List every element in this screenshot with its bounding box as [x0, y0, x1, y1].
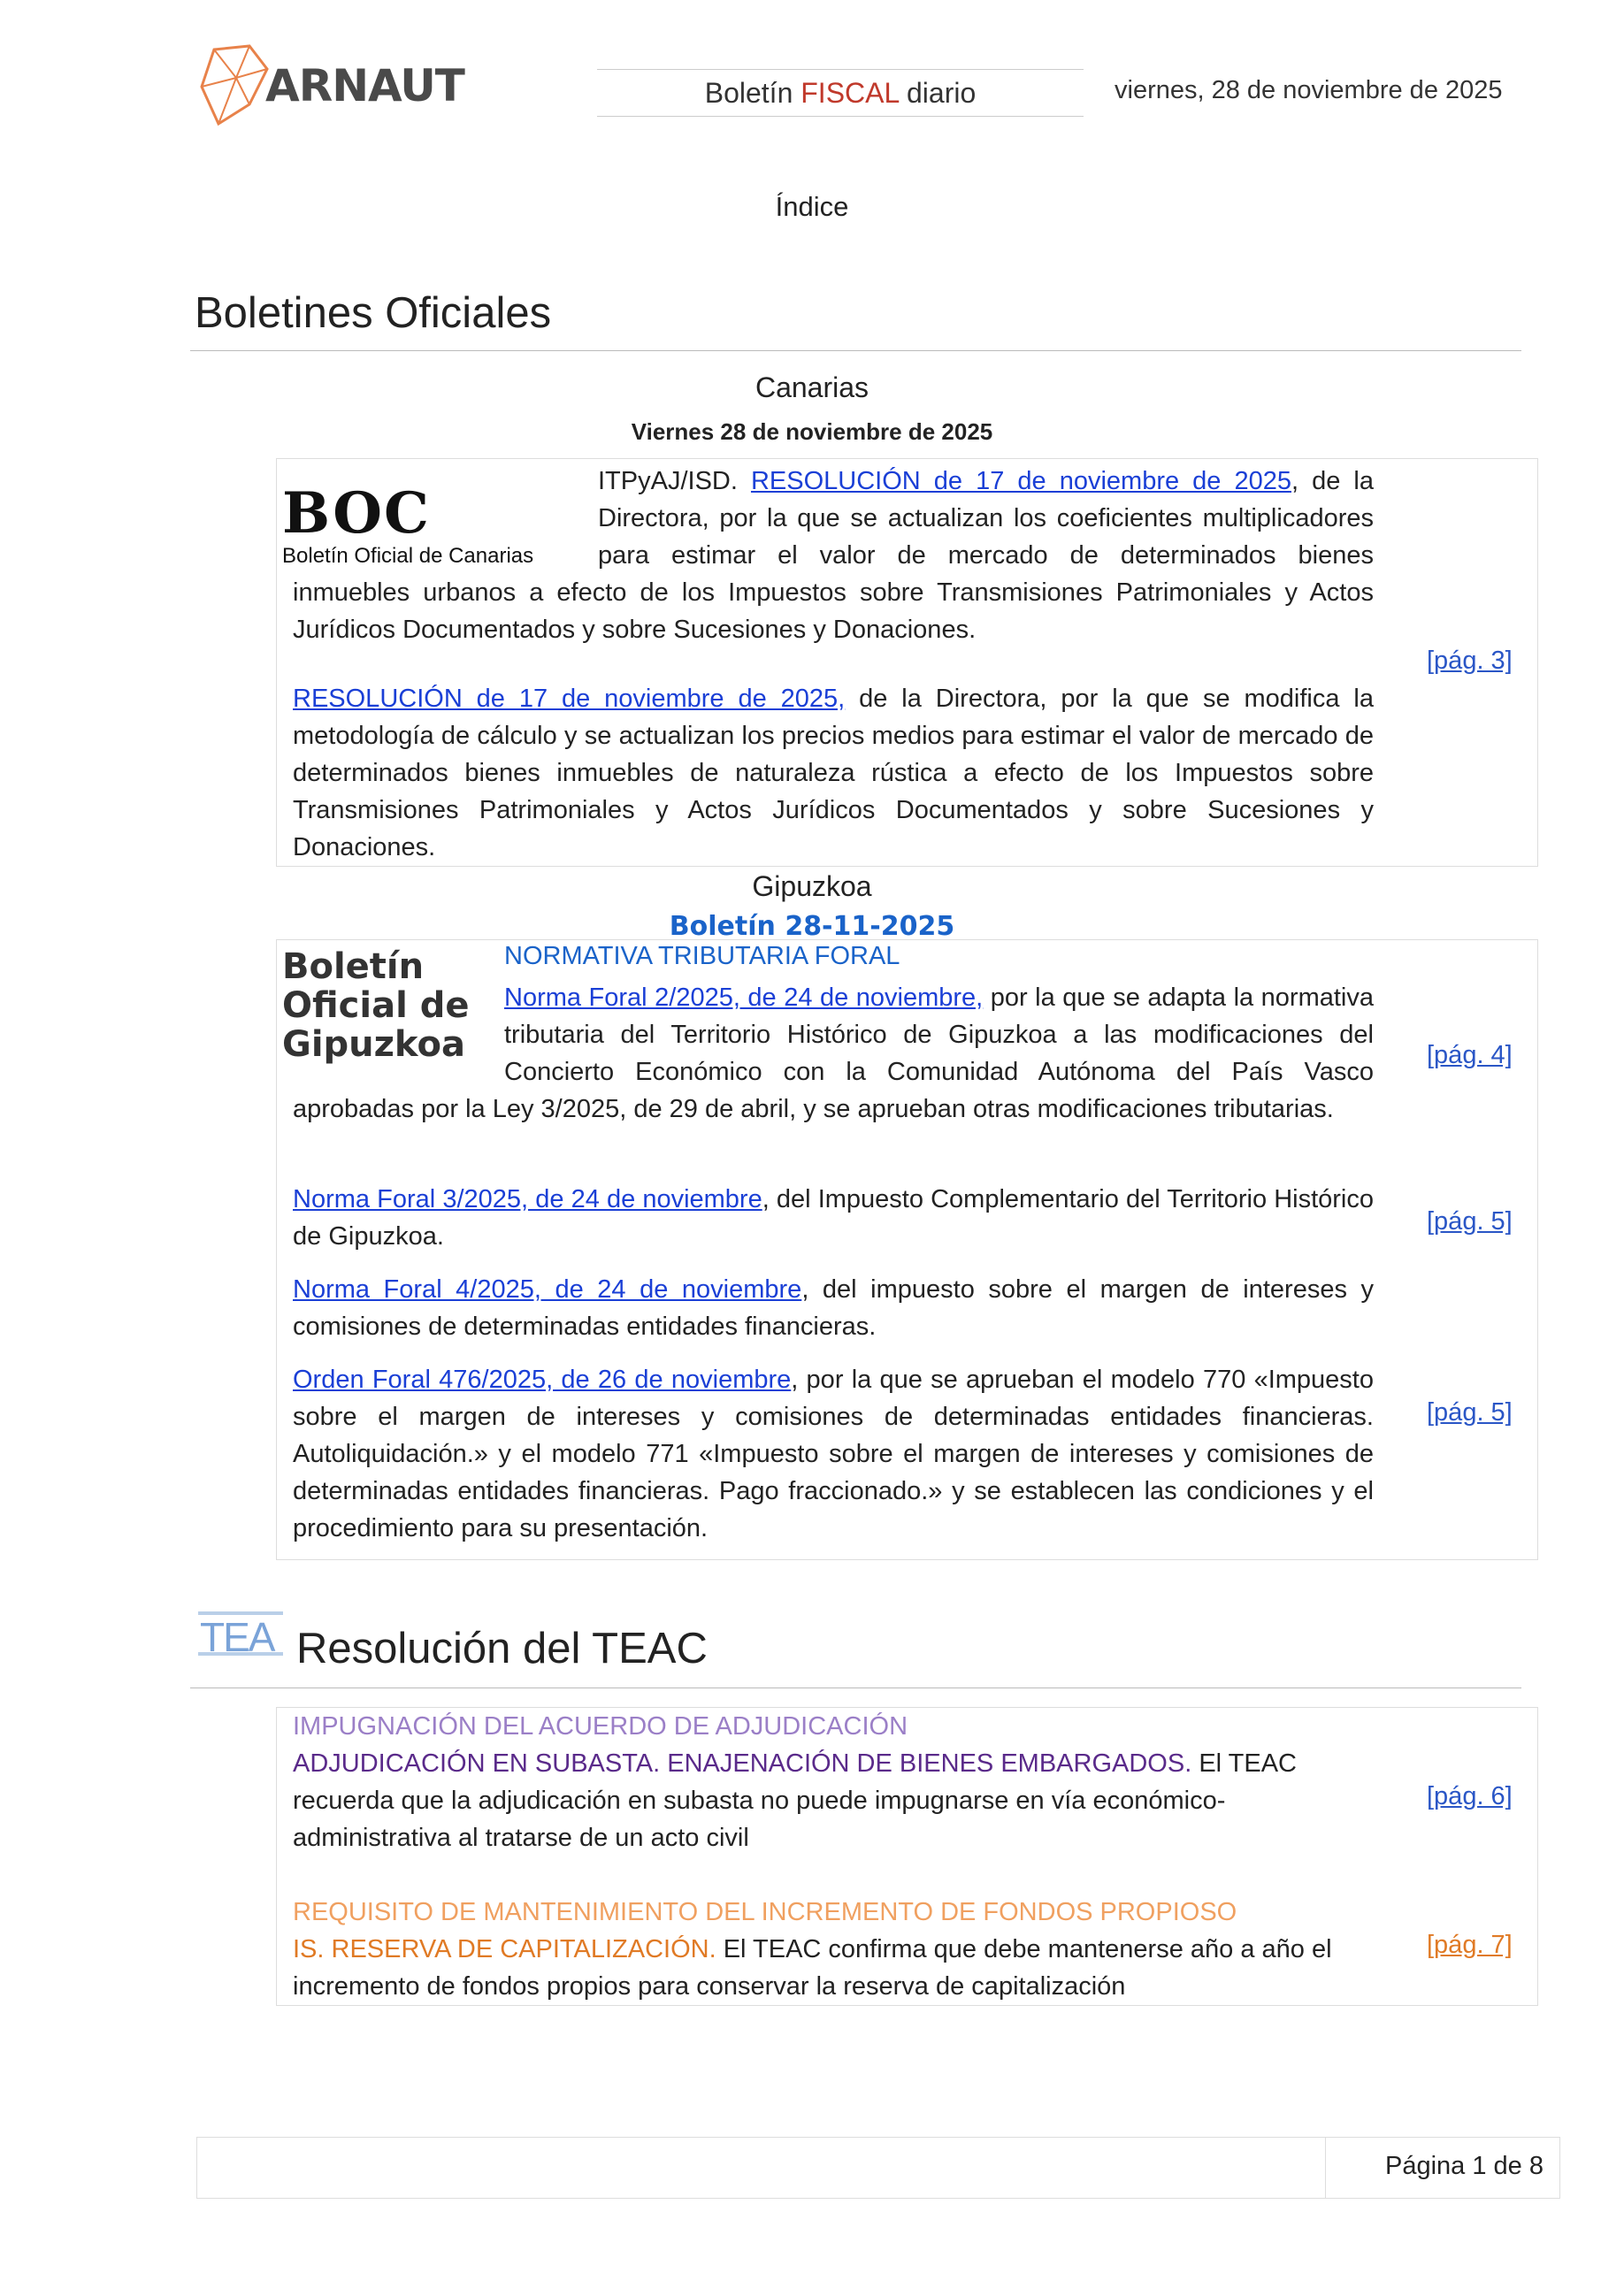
norma-foral-4-link[interactable]: Norma Foral 4/2025, de 24 de noviembre [293, 1275, 802, 1304]
canarias-resolution-link-2[interactable]: RESOLUCIÓN de 17 de noviembre de 2025, [293, 685, 846, 713]
bulletin-title: Boletín FISCAL diario [597, 69, 1084, 117]
gipuzkoa-item-1: Norma Foral 2/2025, de 24 de noviembre, por la que se adapta la normativa tributaria del Territorio Histórico de Gipuzkoa a las modificaciones del Concierto Económico con la Comunidad Autónoma del País Vasco aprobadas por la Ley 3/2025, de 29 de abril, y se aprueban otras modificaciones tributarias. [293, 983, 1374, 1123]
teac-box [276, 1707, 1538, 2006]
gipuzkoa-category: NORMATIVA TRIBUTARIA FORAL [504, 942, 900, 970]
index-title: Índice [775, 191, 849, 222]
gipuzkoa-page-link-3[interactable]: [pág. 5] [1427, 1398, 1513, 1427]
canarias-box [276, 458, 1538, 867]
gipuzkoa-item-4: Orden Foral 476/2025, de 26 de noviembre, por la que se aprueban el modelo 770 «Impuesto sobre el margen de intereses y comisiones de determinadas entidades financieras. Autoliquidación.» y el modelo 771 «Impuesto sobre el margen de intereses y comisiones de determinadas entidades financieras. Pago fraccionado.» y se establecen las condiciones y el procedimiento para su presentación. [293, 1366, 1374, 1542]
boc-logo-letters: BOC [282, 480, 431, 547]
arnaut-polygon-icon [196, 42, 276, 131]
teac-item-1-heading: ADJUDICACIÓN EN SUBASTA. ENAJENACIÓN DE BIENES EMBARGADOS. [293, 1749, 1192, 1778]
canarias-item-1: ITPyAJ/ISD. RESOLUCIÓN de 17 de noviembre de 2025, de la Directora, por la que se actualizan los coeficientes multiplicadores para estimar el valor de mercado de determinados bienes inmuebles urbanos a efecto de los Impuestos sobre Transmisiones Patrimoniales y Actos Jurídicos Documentados y sobre Sucesiones y Donaciones. [293, 467, 1374, 644]
section-heading-boletines: Boletines Oficiales [195, 289, 552, 337]
canarias-page-link[interactable]: [pág. 3] [1427, 647, 1513, 675]
boc-logo-caption: Boletín Oficial de Canarias [282, 544, 534, 568]
gipuzkoa-item-3: Norma Foral 4/2025, de 24 de noviembre, del impuesto sobre el margen de intereses y comisiones de determinadas entidades financieras. [293, 1275, 1374, 1341]
gipuzkoa-box [276, 939, 1538, 1560]
teac-page-link-2[interactable]: [pág. 7] [1427, 1931, 1513, 1959]
header-date: viernes, 28 de noviembre de 2025 [1115, 76, 1503, 104]
norma-foral-2-link[interactable]: Norma Foral 2/2025, de 24 de noviembre, [504, 983, 984, 1012]
teac-item-1-category: IMPUGNACIÓN DEL ACUERDO DE ADJUDICACIÓN [293, 1712, 908, 1741]
region-title-gipuzkoa: Gipuzkoa [752, 870, 872, 902]
footer-divider [1325, 2138, 1326, 2198]
teac-item-1: IMPUGNACIÓN DEL ACUERDO DE ADJUDICACIÓN ADJUDICACIÓN EN SUBASTA. ENAJENACIÓN DE BIENES EMBARGADOS. El TEAC recuerda que la adjudicación en subasta no puede impugnarse en vía económico-administrativa al tratarse de un acto civil [293, 1708, 1374, 1856]
page-number: Página 1 de 8 [1385, 2152, 1544, 2180]
region-title-canarias: Canarias [755, 371, 869, 403]
page-footer [196, 2137, 1560, 2199]
logo-wordmark: ARNAUT [265, 60, 464, 111]
section-heading-teac: Resolución del TEAC [296, 1625, 708, 1672]
canarias-resolution-link-1[interactable]: RESOLUCIÓN de 17 de noviembre de 2025 [750, 467, 1291, 495]
canarias-date: Viernes 28 de noviembre de 2025 [631, 418, 993, 445]
bulletin-title-accent: FISCAL [801, 77, 900, 109]
tea-logo-letters: TEA [200, 1614, 274, 1660]
gipuzkoa-item-2: Norma Foral 3/2025, de 24 de noviembre, del Impuesto Complementario del Territorio Histórico de Gipuzkoa. [293, 1185, 1374, 1251]
teac-item-2: REQUISITO DE MANTENIMIENTO DEL INCREMENTO DE FONDOS PROPIOSO IS. RESERVA DE CAPITALIZACIÓN. El TEAC confirma que debe mantenerse año a año el incremento de fondos propios para conservar la reserva de capitalización [293, 1894, 1374, 2005]
teac-item-2-heading: IS. RESERVA DE CAPITALIZACIÓN. [293, 1935, 716, 1963]
canarias-item-2: RESOLUCIÓN de 17 de noviembre de 2025, de la Directora, por la que se modifica la metodología de cálculo y se actualizan los precios medios para estimar el valor de mercado de determinados bienes inmuebles de naturaleza rústica a efecto de los Impuestos sobre Transmisiones Patrimoniales y Actos Jurídicos Documentados y sobre Sucesiones y Donaciones. [293, 685, 1374, 861]
gipuzkoa-page-link-2[interactable]: [pág. 5] [1427, 1207, 1513, 1236]
gipuzkoa-logo: Boletín Oficial de Gipuzkoa [282, 946, 470, 1065]
gipuzkoa-page-link-1[interactable]: [pág. 4] [1427, 1041, 1513, 1069]
tea-logo [196, 1608, 285, 1661]
teac-item-2-category: REQUISITO DE MANTENIMIENTO DEL INCREMENTO DE FONDOS PROPIOSO [293, 1898, 1237, 1926]
arnaut-logo [196, 42, 462, 131]
gipuzkoa-date: Boletín 28-11-2025 [669, 911, 955, 942]
orden-foral-476-link[interactable]: Orden Foral 476/2025, de 26 de noviembre [293, 1366, 792, 1394]
section-divider [190, 350, 1521, 351]
norma-foral-3-link[interactable]: Norma Foral 3/2025, de 24 de noviembre [293, 1185, 762, 1213]
teac-page-link-1[interactable]: [pág. 6] [1427, 1782, 1513, 1810]
